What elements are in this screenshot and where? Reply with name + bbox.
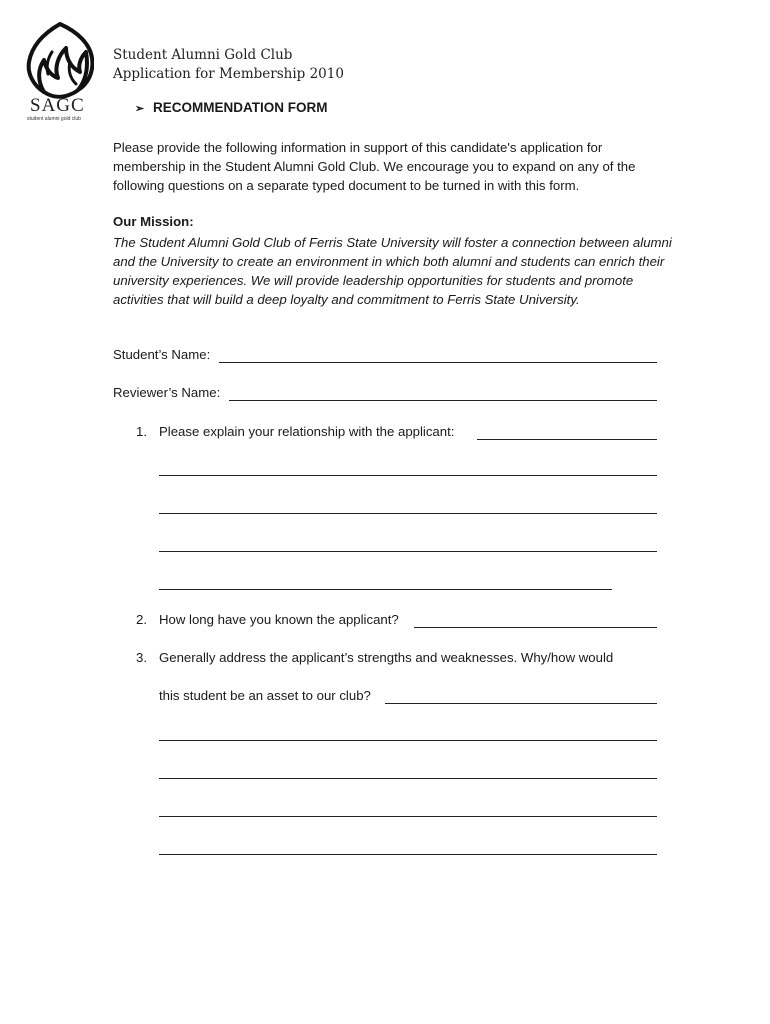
answer-3-line[interactable]: [159, 854, 657, 855]
logo-text: SAGC: [30, 95, 85, 116]
reviewer-name-label: Reviewer’s Name:: [113, 385, 221, 400]
question-3-number: 3.: [136, 650, 147, 665]
question-2: [136, 612, 399, 627]
answer-1-line[interactable]: [477, 426, 657, 440]
student-name-label: Student’s Name:: [113, 347, 211, 362]
student-name-field[interactable]: [219, 349, 657, 363]
reviewer-name-field[interactable]: [229, 387, 657, 401]
question-3-continued: this student be an asset to our club?: [159, 688, 371, 703]
question-2-number: 2.: [136, 612, 147, 627]
answer-3-line[interactable]: [385, 690, 657, 704]
answer-1-line[interactable]: [159, 475, 657, 476]
answer-1-line[interactable]: [159, 513, 657, 514]
question-1: [136, 424, 454, 439]
answer-2-line[interactable]: [414, 614, 657, 628]
form-heading-title: RECOMMENDATION FORM: [153, 100, 328, 115]
form-heading: [135, 100, 328, 115]
question-3-text: Generally address the applicant’s strengths and weaknesses. Why/how would: [159, 650, 614, 665]
answer-3-line[interactable]: [159, 816, 657, 817]
mission-text: The Student Alumni Gold Club of Ferris State University will foster a connection between alumni and the University to create an environment in which both alumni and students can enrich their university experiences. We will provide leadership opportunities for students and promote activities that will build a deep loyalty and commitment to Ferris State University.: [113, 235, 672, 307]
question-1-text: Please explain your relationship with the applicant:: [159, 424, 455, 439]
mission-title: Our Mission:: [113, 214, 194, 229]
answer-3-line[interactable]: [159, 778, 657, 779]
question-2-text: How long have you known the applicant?: [159, 612, 399, 627]
intro-paragraph: Please provide the following information in support of this candidate's application for membership in the Student Alumni Gold Club. We encourage you to expand on any of the following questions on a separate typed document to be turned in with this form.: [113, 140, 636, 193]
answer-1-line[interactable]: [159, 589, 612, 590]
question-1-number: 1.: [136, 424, 147, 439]
header-title: Student Alumni Gold Club: [113, 47, 293, 63]
logo-subtext: student alumni gold club: [27, 116, 81, 122]
answer-1-line[interactable]: [159, 551, 657, 552]
arrow-bullet-icon: ➢: [135, 103, 145, 115]
header-subtitle: Application for Membership 2010: [113, 66, 344, 82]
answer-3-line[interactable]: [159, 740, 657, 741]
question-3: [136, 650, 613, 665]
